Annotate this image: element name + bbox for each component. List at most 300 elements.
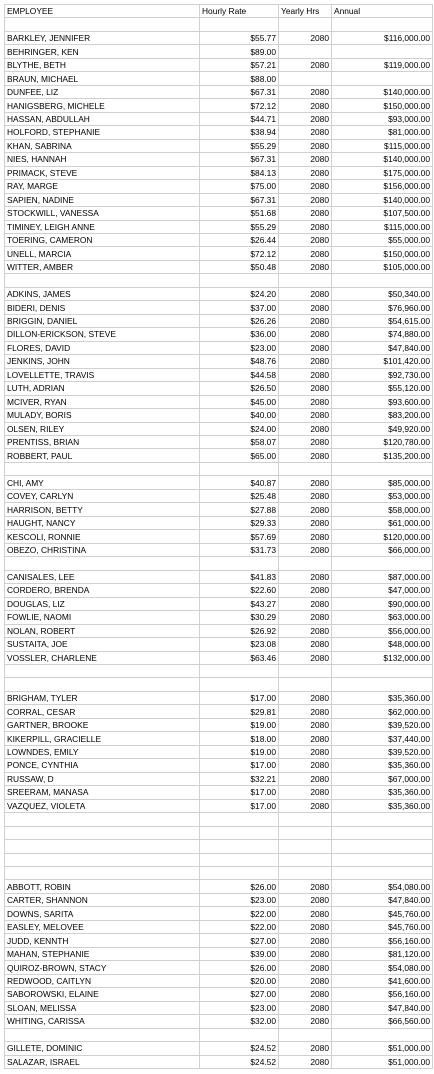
yearly-hrs-cell[interactable]: 2080 (279, 382, 332, 395)
employee-cell[interactable]: RAY, MARGE (5, 180, 200, 193)
yearly-hrs-cell[interactable]: 2080 (279, 624, 332, 637)
annual-cell[interactable]: $140,000.00 (332, 193, 433, 206)
yearly-hrs-cell[interactable]: 2080 (279, 260, 332, 273)
annual-cell[interactable]: $39,520.00 (332, 745, 433, 758)
employee-cell[interactable] (5, 18, 200, 31)
yearly-hrs-cell[interactable]: 2080 (279, 247, 332, 260)
yearly-hrs-cell[interactable]: 2080 (279, 880, 332, 893)
yearly-hrs-cell[interactable]: 2080 (279, 934, 332, 947)
annual-cell[interactable]: $101,420.00 (332, 355, 433, 368)
hourly-rate-cell[interactable]: $31.73 (200, 543, 279, 556)
employee-cell[interactable]: RUSSAW, D (5, 772, 200, 785)
hourly-rate-cell[interactable]: $26.00 (200, 880, 279, 893)
yearly-hrs-cell[interactable]: 2080 (279, 745, 332, 758)
yearly-hrs-cell[interactable]: 2080 (279, 355, 332, 368)
yearly-hrs-cell[interactable] (279, 1028, 332, 1041)
yearly-hrs-cell[interactable]: 2080 (279, 58, 332, 71)
yearly-hrs-cell[interactable]: 2080 (279, 920, 332, 933)
hourly-rate-cell[interactable]: $27.88 (200, 503, 279, 516)
yearly-hrs-cell[interactable]: 2080 (279, 691, 332, 704)
employee-cell[interactable]: WHITING, CARISSA (5, 1015, 200, 1028)
hourly-rate-cell[interactable]: $17.00 (200, 759, 279, 772)
yearly-hrs-cell[interactable]: 2080 (279, 988, 332, 1001)
annual-cell[interactable]: $140,000.00 (332, 153, 433, 166)
annual-cell[interactable]: $54,615.00 (332, 314, 433, 327)
annual-cell[interactable]: $55,120.00 (332, 382, 433, 395)
annual-cell[interactable]: $62,000.00 (332, 705, 433, 718)
hourly-rate-cell[interactable]: $26.44 (200, 233, 279, 246)
annual-cell[interactable]: $35,360.00 (332, 759, 433, 772)
employee-cell[interactable]: CARTER, SHANNON (5, 893, 200, 906)
employee-cell[interactable]: DILLON-ERICKSON, STEVE (5, 328, 200, 341)
hourly-rate-cell[interactable]: $32.21 (200, 772, 279, 785)
employee-cell[interactable]: HOLFORD, STEPHANIE (5, 126, 200, 139)
employee-cell[interactable]: ADKINS, JAMES (5, 287, 200, 300)
hourly-rate-cell[interactable]: $55.29 (200, 220, 279, 233)
yearly-hrs-cell[interactable]: 2080 (279, 476, 332, 489)
employee-cell[interactable]: BIDERI, DENIS (5, 301, 200, 314)
yearly-hrs-cell[interactable] (279, 18, 332, 31)
annual-cell[interactable]: $90,000.00 (332, 597, 433, 610)
employee-cell[interactable]: CHI, AMY (5, 476, 200, 489)
yearly-hrs-cell[interactable] (279, 853, 332, 866)
annual-cell[interactable]: $35,360.00 (332, 786, 433, 799)
yearly-hrs-cell[interactable]: 2080 (279, 759, 332, 772)
annual-cell[interactable]: $93,000.00 (332, 112, 433, 125)
employee-cell[interactable] (5, 813, 200, 826)
hourly-rate-cell[interactable]: $23.00 (200, 893, 279, 906)
hourly-rate-cell[interactable]: $26.00 (200, 961, 279, 974)
yearly-hrs-cell[interactable]: 2080 (279, 638, 332, 651)
yearly-hrs-cell[interactable]: 2080 (279, 516, 332, 529)
annual-cell[interactable]: $49,920.00 (332, 422, 433, 435)
annual-cell[interactable]: $67,000.00 (332, 772, 433, 785)
yearly-hrs-cell[interactable]: 2080 (279, 1001, 332, 1014)
employee-cell[interactable]: CORRAL, CESAR (5, 705, 200, 718)
annual-cell[interactable]: $56,160.00 (332, 934, 433, 947)
header-hourly-rate[interactable]: Hourly Rate (200, 5, 279, 18)
annual-cell[interactable] (332, 72, 433, 85)
yearly-hrs-cell[interactable] (279, 867, 332, 880)
yearly-hrs-cell[interactable]: 2080 (279, 180, 332, 193)
annual-cell[interactable]: $53,000.00 (332, 489, 433, 502)
employee-cell[interactable] (5, 853, 200, 866)
employee-cell[interactable]: BEHRINGER, KEN (5, 45, 200, 58)
employee-cell[interactable] (5, 664, 200, 677)
hourly-rate-cell[interactable] (200, 1028, 279, 1041)
annual-cell[interactable]: $51,000.00 (332, 1055, 433, 1068)
yearly-hrs-cell[interactable]: 2080 (279, 1055, 332, 1068)
yearly-hrs-cell[interactable]: 2080 (279, 489, 332, 502)
yearly-hrs-cell[interactable]: 2080 (279, 772, 332, 785)
employee-cell[interactable]: DUNFEE, LIZ (5, 85, 200, 98)
hourly-rate-cell[interactable]: $50.48 (200, 260, 279, 273)
employee-cell[interactable]: LUTH, ADRIAN (5, 382, 200, 395)
employee-cell[interactable]: BLYTHE, BETH (5, 58, 200, 71)
hourly-rate-cell[interactable]: $17.00 (200, 786, 279, 799)
employee-cell[interactable]: REDWOOD, CAITLYN (5, 974, 200, 987)
annual-cell[interactable]: $81,120.00 (332, 947, 433, 960)
employee-cell[interactable]: ABBOTT, ROBIN (5, 880, 200, 893)
annual-cell[interactable]: $41,600.00 (332, 974, 433, 987)
yearly-hrs-cell[interactable] (279, 72, 332, 85)
hourly-rate-cell[interactable]: $26.26 (200, 314, 279, 327)
annual-cell[interactable] (332, 462, 433, 475)
yearly-hrs-cell[interactable]: 2080 (279, 584, 332, 597)
employee-cell[interactable]: LOVELLETTE, TRAVIS (5, 368, 200, 381)
employee-cell[interactable]: DOUGLAS, LIZ (5, 597, 200, 610)
employee-cell[interactable]: OBEZO, CHRISTINA (5, 543, 200, 556)
yearly-hrs-cell[interactable]: 2080 (279, 597, 332, 610)
employee-cell[interactable]: EASLEY, MELOVEE (5, 920, 200, 933)
yearly-hrs-cell[interactable] (279, 664, 332, 677)
hourly-rate-cell[interactable]: $51.68 (200, 207, 279, 220)
employee-cell[interactable]: TOERING, CAMERON (5, 233, 200, 246)
hourly-rate-cell[interactable]: $20.00 (200, 974, 279, 987)
hourly-rate-cell[interactable] (200, 840, 279, 853)
yearly-hrs-cell[interactable]: 2080 (279, 1015, 332, 1028)
hourly-rate-cell[interactable]: $17.00 (200, 799, 279, 812)
hourly-rate-cell[interactable]: $24.52 (200, 1055, 279, 1068)
hourly-rate-cell[interactable]: $45.00 (200, 395, 279, 408)
employee-cell[interactable]: TIMINEY, LEIGH ANNE (5, 220, 200, 233)
yearly-hrs-cell[interactable]: 2080 (279, 947, 332, 960)
annual-cell[interactable]: $63,000.00 (332, 611, 433, 624)
hourly-rate-cell[interactable] (200, 274, 279, 287)
yearly-hrs-cell[interactable]: 2080 (279, 705, 332, 718)
annual-cell[interactable]: $35,360.00 (332, 799, 433, 812)
hourly-rate-cell[interactable]: $30.29 (200, 611, 279, 624)
hourly-rate-cell[interactable]: $72.12 (200, 247, 279, 260)
employee-cell[interactable]: PRIMACK, STEVE (5, 166, 200, 179)
annual-cell[interactable]: $120,000.00 (332, 530, 433, 543)
employee-cell[interactable]: SAPIEN, NADINE (5, 193, 200, 206)
employee-cell[interactable]: PONCE, CYNTHIA (5, 759, 200, 772)
annual-cell[interactable]: $105,000.00 (332, 260, 433, 273)
hourly-rate-cell[interactable]: $67.31 (200, 85, 279, 98)
hourly-rate-cell[interactable]: $67.31 (200, 153, 279, 166)
annual-cell[interactable] (332, 664, 433, 677)
annual-cell[interactable]: $51,000.00 (332, 1042, 433, 1055)
yearly-hrs-cell[interactable]: 2080 (279, 974, 332, 987)
hourly-rate-cell[interactable]: $27.00 (200, 988, 279, 1001)
employee-cell[interactable] (5, 678, 200, 691)
hourly-rate-cell[interactable]: $41.83 (200, 570, 279, 583)
yearly-hrs-cell[interactable]: 2080 (279, 786, 332, 799)
yearly-hrs-cell[interactable]: 2080 (279, 301, 332, 314)
employee-cell[interactable] (5, 867, 200, 880)
yearly-hrs-cell[interactable]: 2080 (279, 409, 332, 422)
hourly-rate-cell[interactable]: $84.13 (200, 166, 279, 179)
hourly-rate-cell[interactable]: $27.00 (200, 934, 279, 947)
yearly-hrs-cell[interactable]: 2080 (279, 153, 332, 166)
annual-cell[interactable]: $119,000.00 (332, 58, 433, 71)
employee-cell[interactable]: HASSAN, ABDULLAH (5, 112, 200, 125)
yearly-hrs-cell[interactable]: 2080 (279, 570, 332, 583)
yearly-hrs-cell[interactable] (279, 840, 332, 853)
employee-cell[interactable] (5, 462, 200, 475)
hourly-rate-cell[interactable]: $29.81 (200, 705, 279, 718)
hourly-rate-cell[interactable]: $19.00 (200, 718, 279, 731)
annual-cell[interactable]: $45,760.00 (332, 920, 433, 933)
annual-cell[interactable]: $47,840.00 (332, 893, 433, 906)
annual-cell[interactable]: $47,840.00 (332, 1001, 433, 1014)
annual-cell[interactable]: $93,600.00 (332, 395, 433, 408)
annual-cell[interactable]: $150,000.00 (332, 99, 433, 112)
hourly-rate-cell[interactable]: $24.52 (200, 1042, 279, 1055)
hourly-rate-cell[interactable] (200, 18, 279, 31)
annual-cell[interactable]: $76,960.00 (332, 301, 433, 314)
yearly-hrs-cell[interactable]: 2080 (279, 207, 332, 220)
annual-cell[interactable]: $58,000.00 (332, 503, 433, 516)
annual-cell[interactable] (332, 678, 433, 691)
yearly-hrs-cell[interactable]: 2080 (279, 220, 332, 233)
employee-cell[interactable] (5, 274, 200, 287)
yearly-hrs-cell[interactable]: 2080 (279, 651, 332, 664)
employee-cell[interactable]: SALAZAR, ISRAEL (5, 1055, 200, 1068)
yearly-hrs-cell[interactable]: 2080 (279, 166, 332, 179)
annual-cell[interactable] (332, 840, 433, 853)
hourly-rate-cell[interactable]: $22.00 (200, 920, 279, 933)
hourly-rate-cell[interactable]: $26.50 (200, 382, 279, 395)
yearly-hrs-cell[interactable]: 2080 (279, 314, 332, 327)
hourly-rate-cell[interactable] (200, 557, 279, 570)
employee-cell[interactable]: PRENTISS, BRIAN (5, 436, 200, 449)
employee-cell[interactable]: CANISALES, LEE (5, 570, 200, 583)
hourly-rate-cell[interactable]: $67.31 (200, 193, 279, 206)
hourly-rate-cell[interactable] (200, 853, 279, 866)
employee-cell[interactable]: GARTNER, BROOKE (5, 718, 200, 731)
annual-cell[interactable]: $83,200.00 (332, 409, 433, 422)
employee-cell[interactable]: KESCOLI, RONNIE (5, 530, 200, 543)
annual-cell[interactable] (332, 18, 433, 31)
annual-cell[interactable]: $135,200.00 (332, 449, 433, 462)
employee-cell[interactable]: ROBBERT, PAUL (5, 449, 200, 462)
hourly-rate-cell[interactable]: $55.29 (200, 139, 279, 152)
annual-cell[interactable]: $115,000.00 (332, 139, 433, 152)
hourly-rate-cell[interactable]: $32.00 (200, 1015, 279, 1028)
hourly-rate-cell[interactable]: $58.07 (200, 436, 279, 449)
yearly-hrs-cell[interactable]: 2080 (279, 328, 332, 341)
yearly-hrs-cell[interactable]: 2080 (279, 503, 332, 516)
employee-cell[interactable]: MAHAN, STEPHANIE (5, 947, 200, 960)
hourly-rate-cell[interactable] (200, 462, 279, 475)
hourly-rate-cell[interactable]: $18.00 (200, 732, 279, 745)
annual-cell[interactable]: $66,000.00 (332, 543, 433, 556)
yearly-hrs-cell[interactable]: 2080 (279, 543, 332, 556)
hourly-rate-cell[interactable]: $24.00 (200, 422, 279, 435)
annual-cell[interactable] (332, 274, 433, 287)
annual-cell[interactable] (332, 1028, 433, 1041)
hourly-rate-cell[interactable]: $57.69 (200, 530, 279, 543)
hourly-rate-cell[interactable]: $43.27 (200, 597, 279, 610)
annual-cell[interactable]: $85,000.00 (332, 476, 433, 489)
annual-cell[interactable]: $120,780.00 (332, 436, 433, 449)
yearly-hrs-cell[interactable]: 2080 (279, 395, 332, 408)
hourly-rate-cell[interactable] (200, 826, 279, 839)
yearly-hrs-cell[interactable] (279, 462, 332, 475)
hourly-rate-cell[interactable]: $57.21 (200, 58, 279, 71)
header-annual[interactable]: Annual (332, 5, 433, 18)
employee-cell[interactable]: CORDERO, BRENDA (5, 584, 200, 597)
employee-cell[interactable]: FLORES, DAVID (5, 341, 200, 354)
annual-cell[interactable]: $47,000.00 (332, 584, 433, 597)
yearly-hrs-cell[interactable]: 2080 (279, 233, 332, 246)
yearly-hrs-cell[interactable]: 2080 (279, 961, 332, 974)
employee-cell[interactable] (5, 557, 200, 570)
hourly-rate-cell[interactable]: $72.12 (200, 99, 279, 112)
yearly-hrs-cell[interactable]: 2080 (279, 112, 332, 125)
yearly-hrs-cell[interactable]: 2080 (279, 611, 332, 624)
employee-cell[interactable]: BRIGHAM, TYLER (5, 691, 200, 704)
annual-cell[interactable]: $156,000.00 (332, 180, 433, 193)
employee-cell[interactable]: UNELL, MARCIA (5, 247, 200, 260)
annual-cell[interactable] (332, 45, 433, 58)
annual-cell[interactable]: $48,000.00 (332, 638, 433, 651)
yearly-hrs-cell[interactable]: 2080 (279, 126, 332, 139)
employee-cell[interactable]: BARKLEY, JENNIFER (5, 31, 200, 44)
hourly-rate-cell[interactable] (200, 813, 279, 826)
employee-cell[interactable]: STOCKWILL, VANESSA (5, 207, 200, 220)
annual-cell[interactable]: $87,000.00 (332, 570, 433, 583)
yearly-hrs-cell[interactable]: 2080 (279, 436, 332, 449)
annual-cell[interactable]: $150,000.00 (332, 247, 433, 260)
employee-cell[interactable]: NOLAN, ROBERT (5, 624, 200, 637)
hourly-rate-cell[interactable]: $89.00 (200, 45, 279, 58)
annual-cell[interactable]: $115,000.00 (332, 220, 433, 233)
employee-cell[interactable]: GILLETE, DOMINIC (5, 1042, 200, 1055)
employee-cell[interactable] (5, 1028, 200, 1041)
employee-cell[interactable]: JENKINS, JOHN (5, 355, 200, 368)
annual-cell[interactable]: $132,000.00 (332, 651, 433, 664)
employee-cell[interactable]: QUIROZ-BROWN, STACY (5, 961, 200, 974)
annual-cell[interactable]: $116,000.00 (332, 31, 433, 44)
hourly-rate-cell[interactable]: $40.00 (200, 409, 279, 422)
employee-cell[interactable]: MULADY, BORIS (5, 409, 200, 422)
hourly-rate-cell[interactable]: $55.77 (200, 31, 279, 44)
hourly-rate-cell[interactable]: $44.71 (200, 112, 279, 125)
annual-cell[interactable] (332, 813, 433, 826)
yearly-hrs-cell[interactable]: 2080 (279, 449, 332, 462)
employee-cell[interactable]: HAUGHT, NANCY (5, 516, 200, 529)
yearly-hrs-cell[interactable]: 2080 (279, 907, 332, 920)
yearly-hrs-cell[interactable]: 2080 (279, 718, 332, 731)
yearly-hrs-cell[interactable]: 2080 (279, 732, 332, 745)
hourly-rate-cell[interactable] (200, 867, 279, 880)
hourly-rate-cell[interactable]: $19.00 (200, 745, 279, 758)
employee-cell[interactable]: DOWNS, SARITA (5, 907, 200, 920)
hourly-rate-cell[interactable]: $38.94 (200, 126, 279, 139)
hourly-rate-cell[interactable]: $17.00 (200, 691, 279, 704)
yearly-hrs-cell[interactable]: 2080 (279, 341, 332, 354)
yearly-hrs-cell[interactable] (279, 813, 332, 826)
hourly-rate-cell[interactable]: $22.60 (200, 584, 279, 597)
yearly-hrs-cell[interactable]: 2080 (279, 893, 332, 906)
header-yearly-hrs[interactable]: Yearly Hrs (279, 5, 332, 18)
hourly-rate-cell[interactable]: $25.48 (200, 489, 279, 502)
employee-cell[interactable]: SUSTAITA, JOE (5, 638, 200, 651)
yearly-hrs-cell[interactable]: 2080 (279, 799, 332, 812)
hourly-rate-cell[interactable]: $88.00 (200, 72, 279, 85)
annual-cell[interactable]: $107,500.00 (332, 207, 433, 220)
annual-cell[interactable]: $66,560.00 (332, 1015, 433, 1028)
annual-cell[interactable]: $50,340.00 (332, 287, 433, 300)
annual-cell[interactable]: $55,000.00 (332, 233, 433, 246)
header-employee[interactable]: EMPLOYEE (5, 5, 200, 18)
employee-cell[interactable]: SABOROWSKI, ELAINE (5, 988, 200, 1001)
hourly-rate-cell[interactable]: $44.58 (200, 368, 279, 381)
hourly-rate-cell[interactable]: $23.00 (200, 341, 279, 354)
employee-cell[interactable]: FOWLIE, NAOMI (5, 611, 200, 624)
hourly-rate-cell[interactable]: $23.08 (200, 638, 279, 651)
annual-cell[interactable]: $61,000.00 (332, 516, 433, 529)
hourly-rate-cell[interactable]: $22.00 (200, 907, 279, 920)
yearly-hrs-cell[interactable]: 2080 (279, 85, 332, 98)
employee-cell[interactable]: KHAN, SABRINA (5, 139, 200, 152)
hourly-rate-cell[interactable] (200, 664, 279, 677)
employee-cell[interactable]: HARRISON, BETTY (5, 503, 200, 516)
hourly-rate-cell[interactable]: $24.20 (200, 287, 279, 300)
employee-cell[interactable]: NIES, HANNAH (5, 153, 200, 166)
yearly-hrs-cell[interactable] (279, 678, 332, 691)
hourly-rate-cell[interactable]: $26.92 (200, 624, 279, 637)
hourly-rate-cell[interactable] (200, 678, 279, 691)
hourly-rate-cell[interactable]: $23.00 (200, 1001, 279, 1014)
annual-cell[interactable]: $140,000.00 (332, 85, 433, 98)
employee-cell[interactable]: SREERAM, MANASA (5, 786, 200, 799)
hourly-rate-cell[interactable]: $65.00 (200, 449, 279, 462)
employee-cell[interactable]: JUDD, KENNTH (5, 934, 200, 947)
yearly-hrs-cell[interactable]: 2080 (279, 368, 332, 381)
annual-cell[interactable]: $35,360.00 (332, 691, 433, 704)
employee-cell[interactable]: SLOAN, MELISSA (5, 1001, 200, 1014)
employee-cell[interactable]: BRAUN, MICHAEL (5, 72, 200, 85)
employee-cell[interactable]: MCIVER, RYAN (5, 395, 200, 408)
hourly-rate-cell[interactable]: $36.00 (200, 328, 279, 341)
yearly-hrs-cell[interactable]: 2080 (279, 193, 332, 206)
yearly-hrs-cell[interactable]: 2080 (279, 1042, 332, 1055)
yearly-hrs-cell[interactable] (279, 557, 332, 570)
hourly-rate-cell[interactable]: $75.00 (200, 180, 279, 193)
annual-cell[interactable]: $45,760.00 (332, 907, 433, 920)
employee-cell[interactable]: OLSEN, RILEY (5, 422, 200, 435)
annual-cell[interactable]: $54,080.00 (332, 961, 433, 974)
hourly-rate-cell[interactable]: $37.00 (200, 301, 279, 314)
annual-cell[interactable]: $39,520.00 (332, 718, 433, 731)
hourly-rate-cell[interactable]: $39.00 (200, 947, 279, 960)
employee-cell[interactable]: KIKERPILL, GRACIELLE (5, 732, 200, 745)
annual-cell[interactable]: $56,000.00 (332, 624, 433, 637)
annual-cell[interactable] (332, 826, 433, 839)
employee-cell[interactable]: VAZQUEZ, VIOLETA (5, 799, 200, 812)
annual-cell[interactable] (332, 867, 433, 880)
employee-cell[interactable] (5, 840, 200, 853)
hourly-rate-cell[interactable]: $63.46 (200, 651, 279, 664)
yearly-hrs-cell[interactable] (279, 45, 332, 58)
annual-cell[interactable]: $37,440.00 (332, 732, 433, 745)
annual-cell[interactable]: $56,160.00 (332, 988, 433, 1001)
employee-cell[interactable] (5, 826, 200, 839)
hourly-rate-cell[interactable]: $48.76 (200, 355, 279, 368)
annual-cell[interactable]: $54,080.00 (332, 880, 433, 893)
annual-cell[interactable] (332, 557, 433, 570)
employee-cell[interactable]: WITTER, AMBER (5, 260, 200, 273)
yearly-hrs-cell[interactable]: 2080 (279, 530, 332, 543)
yearly-hrs-cell[interactable]: 2080 (279, 139, 332, 152)
annual-cell[interactable] (332, 853, 433, 866)
yearly-hrs-cell[interactable] (279, 274, 332, 287)
hourly-rate-cell[interactable]: $40.87 (200, 476, 279, 489)
